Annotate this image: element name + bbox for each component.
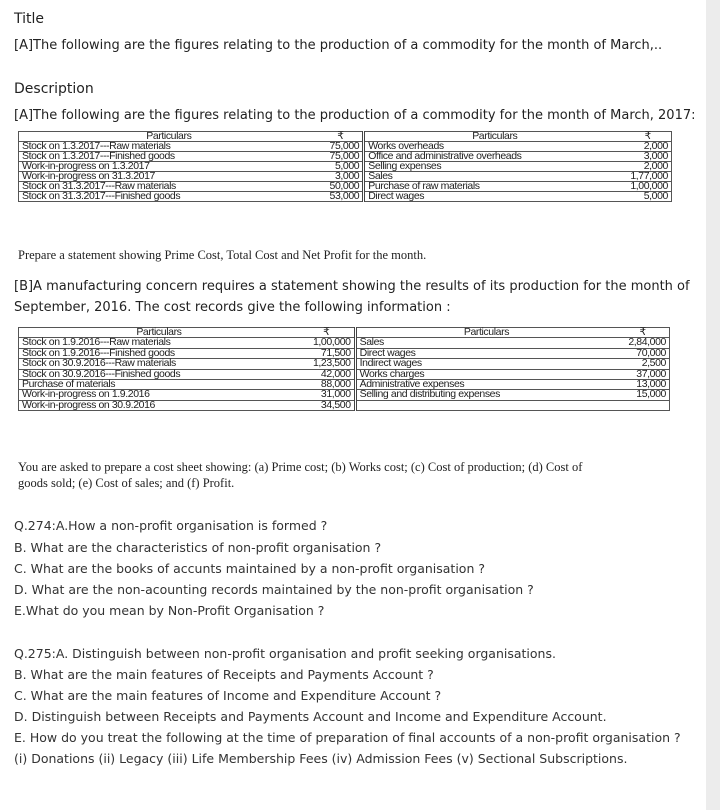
cell: 70,000: [616, 348, 669, 358]
q275-line: (i) Donations (ii) Legacy (iii) Life Membership Fees (iv) Admission Fees (v) Sectional Subscriptions.: [14, 751, 628, 766]
q275-line: D. Distinguish between Receipts and Payments Account and Income and Expenditure Account.: [14, 709, 607, 724]
cell: 5,000: [624, 192, 671, 202]
part-b-line-2: September, 2016. The cost records give the following information :: [14, 300, 451, 315]
cell: 2,000: [624, 142, 671, 152]
cell: Selling and distributing expenses: [355, 390, 616, 400]
cell: Office and administrative overheads: [364, 152, 625, 162]
cell: Sales: [364, 172, 625, 182]
cell: 71,500: [299, 348, 355, 358]
cell: Direct wages: [355, 348, 616, 358]
cell: 1,23,500: [299, 359, 355, 369]
cell: 50,000: [319, 182, 364, 192]
cell: 13,000: [616, 380, 669, 390]
cell: Purchase of materials: [19, 380, 299, 390]
cell: Direct wages: [364, 192, 625, 202]
cell: Administrative expenses: [355, 380, 616, 390]
description-text: [A]The following are the figures relating to the production of a commodity for the month of March, 2017:: [14, 108, 696, 123]
description-label: Description: [14, 81, 94, 97]
cell: [616, 400, 669, 410]
cell: Indirect wages: [355, 359, 616, 369]
col-header: Particulars: [19, 132, 319, 142]
cell: 53,000: [319, 192, 364, 202]
q275-line: B. What are the main features of Receipts and Payments Account ?: [14, 667, 434, 682]
q274-line: Q.274:A.How a non-profit organisation is formed ?: [14, 518, 328, 533]
cell: [355, 400, 616, 410]
q274-line: E.What do you mean by Non-Profit Organisation ?: [14, 603, 325, 618]
title-label: Title: [14, 11, 45, 27]
figures-table-b: [18, 327, 670, 411]
cell: Stock on 1.9.2016---Finished goods: [19, 348, 299, 358]
cell: Sales: [355, 338, 616, 348]
cell: 3,000: [624, 152, 671, 162]
instruction-b-line-1: You are asked to prepare a cost sheet showing: (a) Prime cost; (b) Works cost; (c) Cost of production; (d) Cost of: [18, 460, 583, 474]
cell: 1,00,000: [299, 338, 355, 348]
cell: Work-in-progress on 31.3.2017: [19, 172, 319, 182]
col-header: Particulars: [19, 328, 299, 338]
q275-line: Q.275:A. Distinguish between non-profit organisation and profit seeking organisations.: [14, 646, 556, 661]
cell: 2,500: [616, 359, 669, 369]
cell: Stock on 1.3.2017---Finished goods: [19, 152, 319, 162]
col-header: ₹: [624, 132, 671, 142]
cell: Stock on 30.9.2016---Finished goods: [19, 369, 299, 379]
cell: 15,000: [616, 390, 669, 400]
table-row: [19, 400, 670, 410]
cell: Works overheads: [364, 142, 625, 152]
cell: Stock on 31.3.2017---Finished goods: [19, 192, 319, 202]
cell: 37,000: [616, 369, 669, 379]
instruction-a: Prepare a statement showing Prime Cost, Total Cost and Net Profit for the month.: [18, 248, 427, 262]
cell: 3,000: [319, 172, 364, 182]
col-header: Particulars: [364, 132, 625, 142]
q274-line: C. What are the books of accunts maintained by a non-profit organisation ?: [14, 561, 485, 576]
col-header: Particulars: [355, 328, 616, 338]
cell: 42,000: [299, 369, 355, 379]
figures-table-a: [18, 131, 672, 202]
col-header: ₹: [616, 328, 669, 338]
cell: Selling expenses: [364, 162, 625, 172]
cell: 2,84,000: [616, 338, 669, 348]
cell: Stock on 1.9.2016---Raw materials: [19, 338, 299, 348]
cell: Stock on 31.3.2017---Raw materials: [19, 182, 319, 192]
q275-line: E. How do you treat the following at the time of preparation of final accounts of a non-profit organisation ?: [14, 730, 681, 745]
cell: 75,000: [319, 152, 364, 162]
col-header: ₹: [319, 132, 364, 142]
cell: Stock on 30.9.2016---Raw materials: [19, 359, 299, 369]
cell: Work-in-progress on 1.3.2017: [19, 162, 319, 172]
table-row: [19, 192, 672, 202]
cell: 1,00,000: [624, 182, 671, 192]
cell: Works charges: [355, 369, 616, 379]
cell: 75,000: [319, 142, 364, 152]
part-b-line-1: [B]A manufacturing concern requires a statement showing the results of its production for the month of: [14, 279, 690, 294]
cell: Purchase of raw materials: [364, 182, 625, 192]
cell: 34,500: [299, 400, 355, 410]
cell: 5,000: [319, 162, 364, 172]
cell: Work-in-progress on 30.9.2016: [19, 400, 299, 410]
cell: 1,77,000: [624, 172, 671, 182]
q275-line: C. What are the main features of Income and Expenditure Account ?: [14, 688, 442, 703]
cell: Stock on 1.3.2017---Raw materials: [19, 142, 319, 152]
cell: 88,000: [299, 380, 355, 390]
cell: 31,000: [299, 390, 355, 400]
col-header: ₹: [299, 328, 355, 338]
q274-line: B. What are the characteristics of non-profit organisation ?: [14, 540, 382, 555]
q274-line: D. What are the non-acounting records maintained by the non-profit organisation ?: [14, 582, 534, 597]
instruction-b-line-2: goods sold; (e) Cost of sales; and (f) Profit.: [18, 476, 235, 490]
title-text: [A]The following are the figures relating to the production of a commodity for the month of March,..: [14, 38, 663, 53]
cell: 2,000: [624, 162, 671, 172]
cell: Work-in-progress on 1.9.2016: [19, 390, 299, 400]
scrollbar-track[interactable]: [706, 0, 720, 810]
